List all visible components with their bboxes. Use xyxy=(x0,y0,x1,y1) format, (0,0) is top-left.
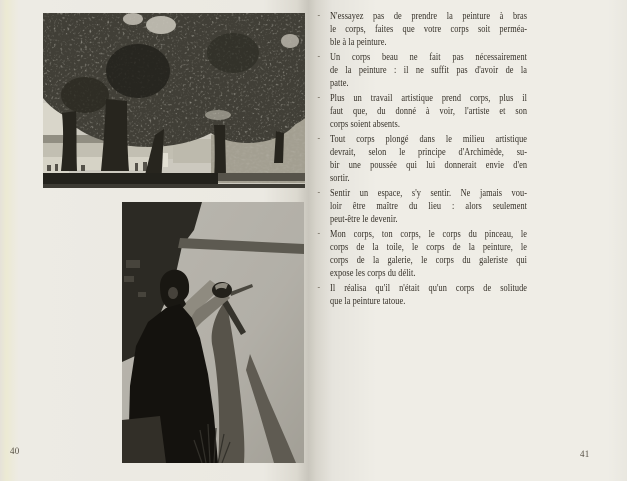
bullet-dash: - xyxy=(317,187,321,198)
text-line: patte. xyxy=(330,78,349,89)
painter-photo xyxy=(122,202,304,463)
page-number-right: 41 xyxy=(580,449,590,459)
aphorism-paragraph xyxy=(317,187,528,226)
aphorism-paragraph xyxy=(317,10,528,49)
text-line: N'essayez pas de prendre la peinture à bras xyxy=(330,11,528,22)
bullet-dash: - xyxy=(317,228,321,239)
text-line: Tout corps plongé dans le milieu artistique xyxy=(330,134,528,145)
bullet-dash: - xyxy=(317,92,321,103)
text-line: Sentir un espace, s'y sentir. Ne jamais vou- xyxy=(330,188,528,199)
bullet-dash: - xyxy=(317,10,321,21)
text-line: le corps, faites que votre corps soit perméa- xyxy=(330,24,528,35)
text-line: corps de la galerie, le corps du galeriste qui xyxy=(330,255,528,266)
aphorism-paragraph xyxy=(317,51,528,90)
aphorism-paragraph xyxy=(317,133,528,185)
text-line: Plus un travail artistique prend corps, plus il xyxy=(330,93,528,104)
aphorism-paragraph xyxy=(317,92,528,131)
text-line: devrait, selon le principe d'Archimède, su- xyxy=(330,147,528,158)
text-line: de la peinture : il ne suffit pas d'avoir de la xyxy=(330,65,528,76)
text-line: Un corps beau ne fait pas nécessairement xyxy=(330,52,528,63)
bullet-dash: - xyxy=(317,133,321,144)
trees-photo xyxy=(43,13,305,188)
text-line: sortir. xyxy=(330,173,350,184)
painter-photo-art xyxy=(122,202,304,463)
text-line: loir être maître du lieu : alors seulement xyxy=(330,201,528,212)
bullet-dash: - xyxy=(317,51,321,62)
trees-photo-art xyxy=(43,13,305,188)
text-line: Il réalisa qu'il n'était qu'un corps de solitude xyxy=(330,283,528,294)
text-line: bir une poussée qui lui donnerait envie d'en xyxy=(330,160,528,171)
aphorism-paragraph xyxy=(317,282,528,308)
text-line: faut que, du donné à voir, l'artiste et son xyxy=(330,106,528,117)
text-line: expose les corps du délit. xyxy=(330,268,416,279)
bullet-dash: - xyxy=(317,282,321,293)
text-line: ble à la peinture. xyxy=(330,37,387,48)
aphorism-paragraph xyxy=(317,228,528,280)
text-line: Mon corps, ton corps, le corps du pinceau, le xyxy=(330,229,528,240)
text-line: que la peinture tatoue. xyxy=(330,296,406,307)
page-number-left: 40 xyxy=(10,446,20,456)
text-line: corps de la toile, le corps de la peinture, le xyxy=(330,242,528,253)
text-line: peut-être le devenir. xyxy=(330,214,398,225)
text-line: corps soient absents. xyxy=(330,119,400,130)
aphorism-list xyxy=(317,10,528,310)
